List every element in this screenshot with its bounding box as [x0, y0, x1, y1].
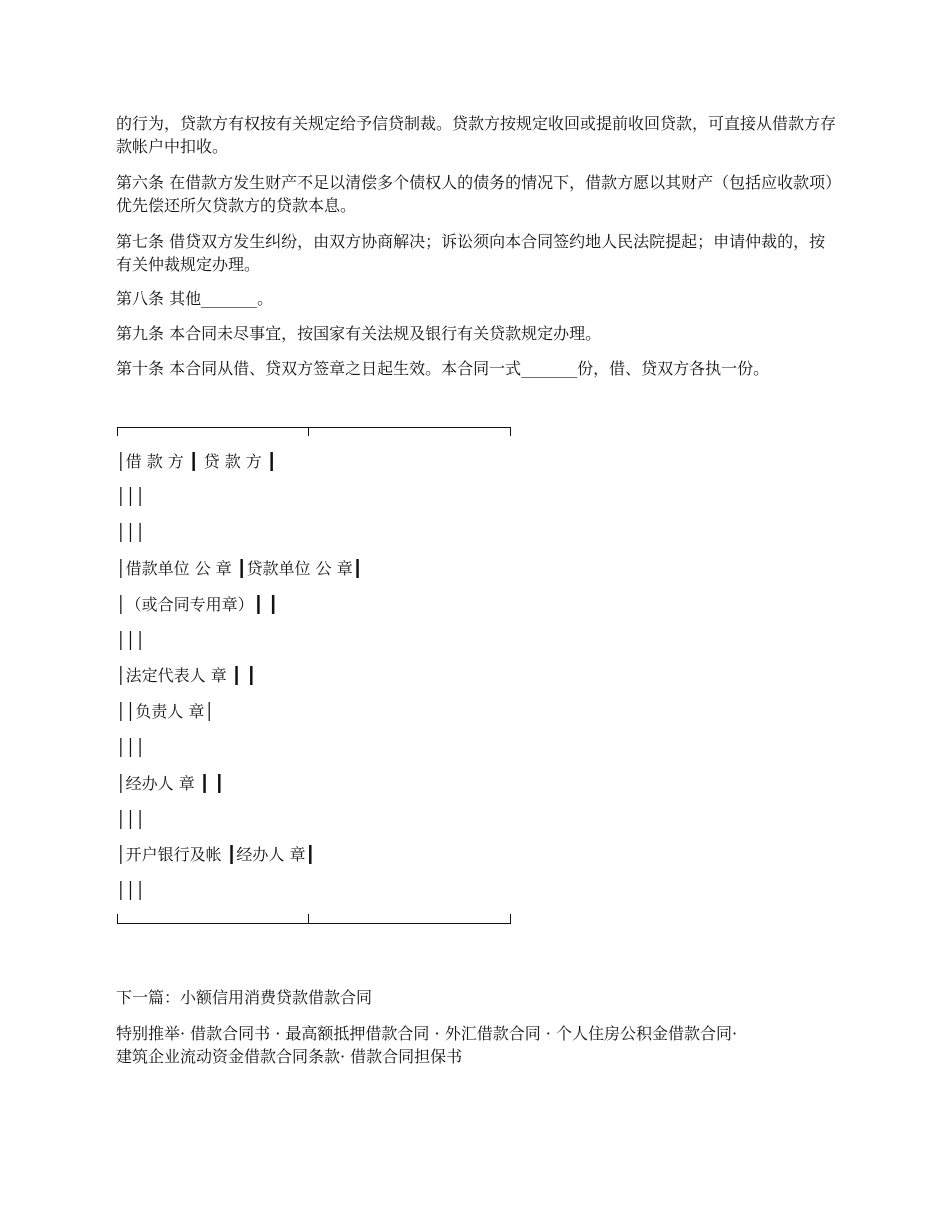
- signature-row-legal-rep: │法定代表人 章 ┃ ┃: [116, 666, 257, 685]
- article-6: 第六条 在借款方发生财产不足以清偿多个债权人的债务的情况下，借款方愿以其财产（包括应收款项）优先偿还所欠贷款方的贷款本息。: [116, 173, 834, 215]
- signature-row-contract-seal: │（或合同专用章）┃ ┃: [116, 595, 278, 614]
- signature-row-responsible-person: ││负责人 章│: [116, 702, 214, 721]
- article-10: 第十条 本合同从借、贷双方签章之日起生效。本合同一式_______份，借、贷双方各执一份。: [116, 359, 770, 378]
- signature-row-header: │借 款 方 ┃ 贷 款 方 ┃: [116, 452, 277, 471]
- signature-row-handler: │经办人 章 ┃ ┃: [116, 774, 225, 793]
- recommended-articles-line-1[interactable]: 特别推举· 借款合同书 · 最高额抵押借款合同 · 外汇借款合同 · 个人住房公积金借款合同·: [116, 1024, 738, 1043]
- signature-row-blank: │││: [116, 738, 145, 757]
- recommended-articles-line-2[interactable]: 建筑企业流动资金借款合同条款· 借款合同担保书: [116, 1047, 463, 1066]
- signature-row-blank: │││: [116, 487, 145, 506]
- signature-row-blank: │││: [116, 881, 145, 900]
- signature-row-blank: │││: [116, 523, 145, 542]
- paragraph-continuation: 的行为，贷款方有权按有关规定给予信贷制裁。贷款方按规定收回或提前收回贷款，可直接从借款方存款帐户中扣收。: [116, 114, 837, 156]
- signature-row-blank: │││: [116, 810, 145, 829]
- next-article-link[interactable]: 下一篇：小额信用消费贷款借款合同: [116, 988, 373, 1007]
- signature-row-blank: │││: [116, 631, 145, 650]
- article-9: 第九条 本合同未尽事宜，按国家有关法规及银行有关贷款规定办理。: [116, 324, 602, 343]
- signature-row-unit-seal: │借款单位 公 章 ┃贷款单位 公 章┃: [116, 559, 363, 578]
- article-7: 第七条 借贷双方发生纠纷，由双方协商解决；诉讼须向本合同签约地人民法院提起；申请仲裁的，按有关仲裁规定办理。: [116, 232, 826, 274]
- article-8: 第八条 其他_______。: [116, 289, 274, 308]
- signature-row-bank-account: │开户银行及帐 ┃经办人 章┃: [116, 845, 316, 864]
